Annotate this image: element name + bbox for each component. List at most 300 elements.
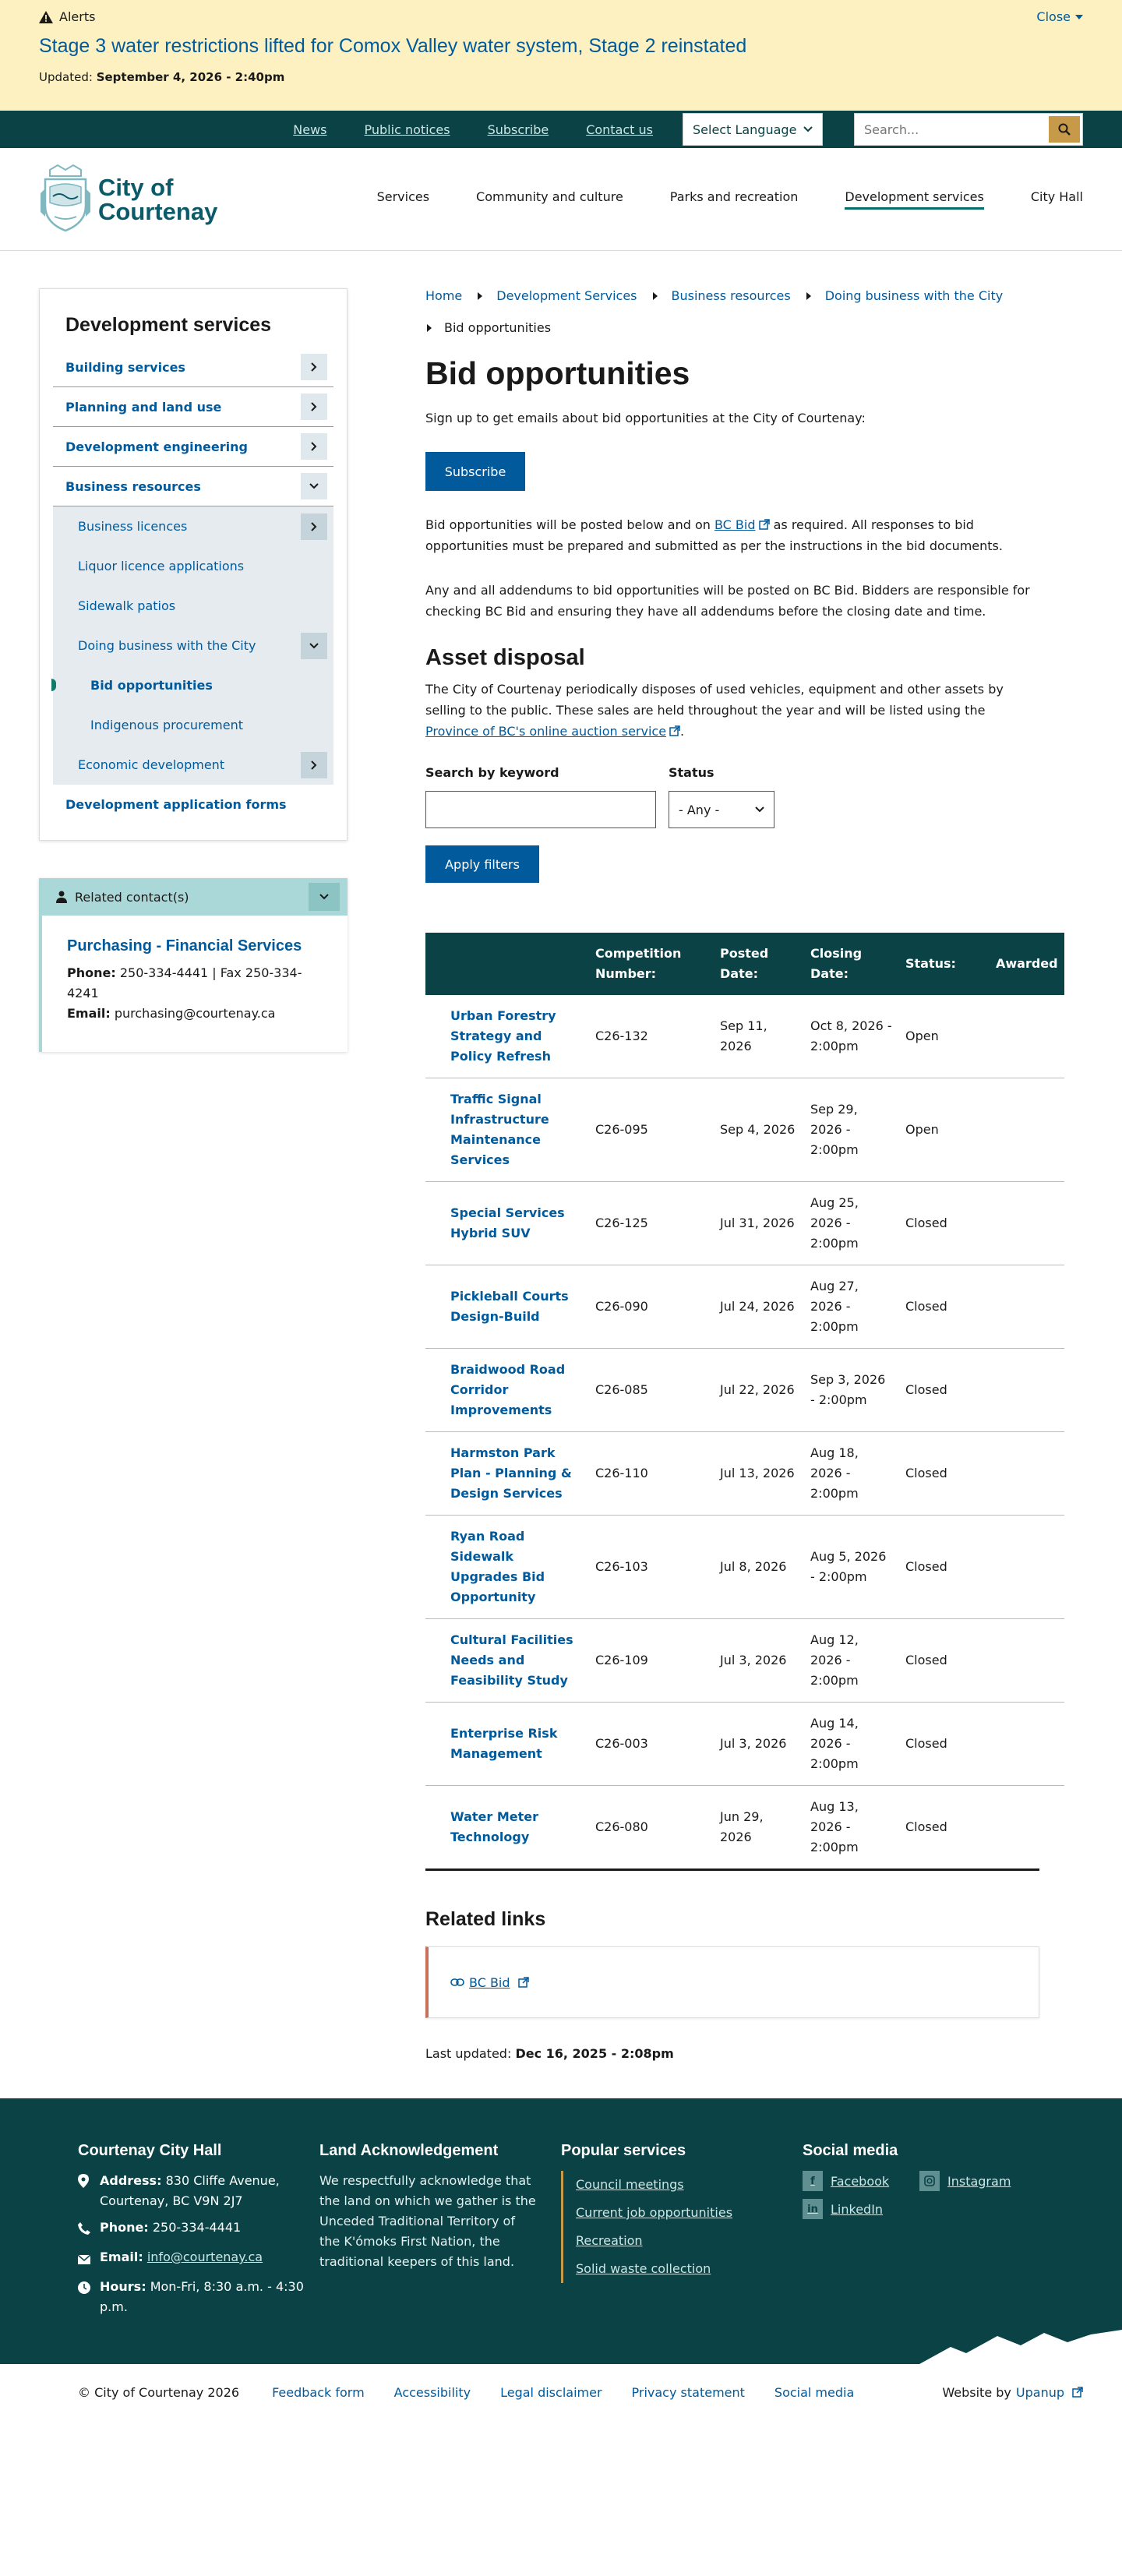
- closing-date-cell: [804, 1349, 899, 1432]
- breadcrumb-development-services[interactable]: Development Services: [496, 288, 637, 303]
- main-nav-parks[interactable]: Parks and recreation: [669, 189, 799, 204]
- alert-label-text: Alerts: [59, 9, 96, 24]
- awarded-cell: [990, 1703, 1064, 1786]
- alert-updated: [39, 70, 1083, 84]
- envelope-icon: [78, 2255, 90, 2264]
- filters: [425, 765, 1039, 828]
- breadcrumb-doing-business[interactable]: Doing business with the City: [824, 288, 1004, 303]
- bid-title-link[interactable]: Special Services Hybrid SUV: [450, 1205, 565, 1240]
- header-title: [425, 933, 589, 995]
- closing-date: Sep 29, 2026 - 2:00pm: [810, 1102, 859, 1157]
- competition-number: C26-085: [595, 1382, 648, 1397]
- last-updated: [425, 2046, 1039, 2061]
- footer-phone: [78, 2218, 319, 2241]
- chevron-down-icon: [309, 643, 319, 649]
- bid-title-cell: [425, 1182, 589, 1265]
- footer-link-privacy[interactable]: Privacy statement: [631, 2384, 745, 2400]
- posted-date-cell: [714, 1182, 804, 1265]
- closing-date: Aug 27, 2026 - 2:00pm: [810, 1279, 859, 1334]
- utility-bar: [0, 111, 1122, 148]
- awarded-cell: [990, 1349, 1064, 1432]
- footer-bottom-links: [272, 2385, 854, 2400]
- footer-city-hall-title: Courtenay City Hall: [78, 2142, 222, 2159]
- bid-status-cell: [899, 995, 990, 1078]
- competition-number: C26-110: [595, 1466, 648, 1480]
- header-closing-date: Closing Date:: [810, 946, 863, 981]
- table-row: [425, 1182, 1064, 1265]
- sidebar-item-economic-development[interactable]: [53, 745, 333, 785]
- vendor-label: Upanup: [1015, 2384, 1064, 2400]
- footer-popular-services: [561, 2142, 803, 2364]
- competition-number-cell: [589, 1703, 714, 1786]
- related-link-label: BC Bid: [469, 1974, 510, 1990]
- bid-status: Closed: [905, 1216, 947, 1230]
- caret-down-icon: [1075, 15, 1083, 19]
- apply-filters-button[interactable]: Apply filters: [425, 845, 539, 883]
- facebook-icon: f: [803, 2171, 823, 2191]
- para1-end: as required. All responses to bid opportunities must be prepared and submitted as per the instructions in the bid documents.: [425, 517, 1003, 553]
- related-contacts-title: Related contact(s): [75, 889, 189, 905]
- expand-button[interactable]: [301, 393, 327, 420]
- contact-name: Purchasing - Financial Services: [67, 937, 302, 955]
- footer-city-hall: [78, 2142, 319, 2364]
- sidebar-item-label: Sidewalk patios: [78, 598, 176, 613]
- bid-status-cell: [899, 1786, 990, 1869]
- footer-hours: [78, 2277, 319, 2317]
- phone-icon: [78, 2222, 90, 2235]
- footer-social-linkedin[interactable]: [803, 2199, 919, 2219]
- instagram-label: Instagram: [947, 2173, 1011, 2189]
- status-select[interactable]: [669, 791, 774, 828]
- bid-title-link[interactable]: Cultural Facilities Needs and Feasibility Study: [450, 1632, 573, 1688]
- keyword-input[interactable]: [425, 791, 656, 828]
- sidebar-item-bid-opportunities[interactable]: [53, 665, 333, 705]
- chevron-down-icon: [755, 806, 764, 813]
- competition-number-cell: [589, 1182, 714, 1265]
- search-input[interactable]: [855, 114, 1046, 145]
- chevron-right-icon: [311, 362, 317, 372]
- bids-table: [425, 933, 1064, 1868]
- sidebar-item-label: Doing business with the City: [78, 638, 256, 653]
- sidebar-item-label: Development application forms: [65, 797, 287, 812]
- main-nav-services[interactable]: Services: [376, 189, 430, 204]
- site-search: [854, 113, 1083, 146]
- posted-date-cell: [714, 1703, 804, 1786]
- bid-title-cell: [425, 1432, 589, 1516]
- keyword-filter: [425, 765, 656, 828]
- footer-link-solid-waste[interactable]: Solid waste collection: [576, 2261, 711, 2276]
- sidebar-item-application-forms[interactable]: [53, 785, 333, 824]
- bid-title-link[interactable]: Water Meter Technology: [450, 1809, 538, 1844]
- footer-email-label: Email:: [100, 2250, 143, 2264]
- awarded-cell: [990, 1182, 1064, 1265]
- sidebar-item-business-resources[interactable]: [53, 467, 333, 506]
- sidebar-item-label: Economic development: [78, 757, 225, 772]
- clock-icon: [78, 2281, 90, 2294]
- footer-address: [78, 2171, 319, 2211]
- alert-banner: [0, 0, 1122, 111]
- header-competition-number: Competition Number:: [595, 946, 682, 981]
- footer-social-title: Social media: [803, 2142, 898, 2159]
- alert-close-button[interactable]: [1036, 9, 1083, 24]
- status-label: Status: [669, 765, 714, 780]
- expand-button[interactable]: [301, 752, 327, 778]
- closing-date-cell: [804, 1432, 899, 1516]
- alert-updated-value: September 4, 2026 - 2:40pm: [96, 70, 285, 84]
- contact-email: [67, 1004, 323, 1024]
- sidebar-item-patios[interactable]: [53, 586, 333, 626]
- sidebar-item-indigenous-procurement[interactable]: [53, 705, 333, 745]
- facebook-label: Facebook: [831, 2173, 890, 2189]
- bid-title-link[interactable]: Pickleball Courts Design-Build: [450, 1289, 569, 1324]
- footer-link-recreation[interactable]: Recreation: [576, 2233, 643, 2248]
- competition-number-cell: [589, 1516, 714, 1619]
- posted-date: Jun 29, 2026: [720, 1809, 764, 1844]
- sidebar-item-label: Building services: [65, 359, 185, 375]
- chevron-down-icon: [319, 894, 329, 900]
- chevron-right-icon: [311, 760, 317, 770]
- closing-date: Aug 18, 2026 - 2:00pm: [810, 1445, 859, 1501]
- sidebar-item-label: Indigenous procurement: [90, 718, 243, 732]
- utility-link-subscribe[interactable]: Subscribe: [487, 122, 549, 137]
- asset-disposal-paragraph: [425, 679, 1039, 742]
- awarded-cell: [990, 995, 1064, 1078]
- closing-date-cell: [804, 1786, 899, 1869]
- competition-number-cell: [589, 1619, 714, 1703]
- collapse-button[interactable]: [301, 473, 327, 499]
- competition-number-cell: [589, 995, 714, 1078]
- breadcrumb: [425, 288, 1039, 335]
- bid-title-link[interactable]: Enterprise Risk Management: [450, 1726, 558, 1761]
- competition-number-cell: [589, 1265, 714, 1349]
- link-icon: [450, 1978, 464, 1987]
- competition-number: C26-090: [595, 1299, 648, 1314]
- sidebar-item-label: Development engineering: [65, 439, 248, 454]
- alert-updated-label: Updated:: [39, 70, 93, 84]
- bid-status-cell: [899, 1265, 990, 1349]
- contact-body: [42, 916, 348, 1052]
- bid-status: Closed: [905, 1466, 947, 1480]
- closing-date: Aug 13, 2026 - 2:00pm: [810, 1799, 859, 1854]
- bid-title-cell: [425, 1786, 589, 1869]
- competition-number: C26-125: [595, 1216, 648, 1230]
- sidebar-item-business-licences[interactable]: [53, 506, 333, 546]
- external-link-icon: [1072, 2387, 1083, 2398]
- person-icon: [56, 891, 67, 903]
- para3-end: .: [680, 724, 685, 739]
- expand-button[interactable]: [301, 354, 327, 380]
- posted-date-cell: [714, 1349, 804, 1432]
- bid-status-cell: [899, 1432, 990, 1516]
- sidebar: [39, 288, 348, 2098]
- bid-title-link[interactable]: Harmston Park Plan - Planning & Design Services: [450, 1445, 572, 1501]
- closing-date: Aug 12, 2026 - 2:00pm: [810, 1632, 859, 1688]
- footer-social-instagram[interactable]: [919, 2171, 1036, 2191]
- contact-phone-label: Phone:: [67, 965, 116, 980]
- footer-phone-label: Phone:: [100, 2220, 149, 2235]
- footer-link-jobs[interactable]: Current job opportunities: [576, 2205, 733, 2220]
- footer-link-social-media[interactable]: Social media: [774, 2384, 855, 2400]
- posted-date: Jul 8, 2026: [720, 1559, 787, 1574]
- footer-popular-list: [561, 2171, 803, 2283]
- main-nav: [377, 189, 1083, 210]
- utility-link-public-notices[interactable]: Public notices: [364, 122, 450, 137]
- alert-title[interactable]: Stage 3 water restrictions lifted for Comox Valley water system, Stage 2 reinstated: [39, 35, 747, 57]
- closing-date: Sep 3, 2026 - 2:00pm: [810, 1372, 886, 1407]
- related-links-box: [425, 1946, 1039, 2018]
- section-nav: [39, 288, 348, 841]
- linkedin-icon: in: [803, 2199, 823, 2219]
- posted-date: Sep 11, 2026: [720, 1018, 767, 1053]
- contact-phone-value: 250-334-4441 | Fax 250-334-4241: [67, 965, 302, 1000]
- language-select[interactable]: [683, 113, 823, 146]
- breadcrumb-home[interactable]: Home: [425, 288, 463, 303]
- addendum-paragraph: Any and all addendums to bid opportunities will be posted on BC Bid. Bidders are responsible for checking BC Bid and ensuring they have all addendums before the closing date and time.: [425, 583, 1030, 619]
- city-crest-icon: [39, 165, 92, 234]
- main-content: [425, 288, 1058, 2098]
- alert-close-label: Close: [1036, 9, 1071, 24]
- bid-status: Closed: [905, 1382, 947, 1397]
- logo-line2: Courtenay: [98, 197, 218, 225]
- footer-hours-value: Mon-Fri, 8:30 a.m. - 4:30 p.m.: [100, 2279, 304, 2314]
- footer-link-feedback[interactable]: Feedback form: [272, 2384, 365, 2400]
- bc-bid-link-text: BC Bid: [714, 517, 756, 532]
- bid-status-cell: [899, 1703, 990, 1786]
- footer-link-accessibility[interactable]: Accessibility: [393, 2384, 471, 2400]
- bid-status-cell: [899, 1516, 990, 1619]
- breadcrumb-business-resources[interactable]: Business resources: [671, 288, 791, 303]
- main-nav-development[interactable]: Development services: [845, 189, 983, 210]
- competition-number-cell: [589, 1786, 714, 1869]
- posted-date-cell: [714, 1516, 804, 1619]
- site-logo[interactable]: [39, 165, 217, 234]
- posted-date: Jul 31, 2026: [720, 1216, 795, 1230]
- auction-service-link-text: Province of BC's online auction service: [425, 724, 667, 739]
- closing-date-cell: [804, 995, 899, 1078]
- bid-title-cell: [425, 1619, 589, 1703]
- caret-right-icon: [427, 324, 432, 332]
- keyword-label: Search by keyword: [425, 765, 559, 780]
- bid-status: Closed: [905, 1559, 947, 1574]
- search-button[interactable]: [1049, 116, 1080, 143]
- header-awarded: Awarded: [996, 956, 1058, 971]
- footer-link-legal[interactable]: Legal disclaimer: [500, 2384, 602, 2400]
- subscribe-button[interactable]: Subscribe: [425, 452, 525, 491]
- sidebar-item-label: Business resources: [65, 478, 201, 494]
- closing-date: Aug 25, 2026 - 2:00pm: [810, 1195, 859, 1251]
- breadcrumb-current: Bid opportunities: [444, 320, 552, 335]
- footer-hours-label: Hours:: [100, 2279, 146, 2294]
- bid-title-cell: [425, 995, 589, 1078]
- posted-date-cell: [714, 1078, 804, 1182]
- posted-date: Jul 13, 2026: [720, 1466, 795, 1480]
- chevron-right-icon: [311, 522, 317, 531]
- caret-right-icon: [806, 292, 811, 300]
- bid-status-cell: [899, 1349, 990, 1432]
- website-by-label: Website by: [942, 2384, 1011, 2400]
- related-links-heading: Related links: [425, 1908, 546, 1930]
- expand-button[interactable]: [301, 513, 327, 540]
- closing-date: Aug 5, 2026 - 2:00pm: [810, 1549, 887, 1584]
- bid-info-paragraph: [425, 514, 1039, 556]
- footer-ack-title: Land Acknowledgement: [319, 2142, 499, 2159]
- chevron-right-icon: [311, 442, 317, 451]
- closing-date-cell: [804, 1078, 899, 1182]
- table-row: [425, 1619, 1064, 1703]
- copyright: © City of Courtenay 2026: [78, 2384, 240, 2400]
- bid-status: Closed: [905, 1299, 947, 1314]
- bid-title-link[interactable]: Urban Forestry Strategy and Policy Refresh: [450, 1008, 556, 1064]
- related-link-bc-bid[interactable]: [450, 1975, 529, 1990]
- external-link-icon: [669, 725, 680, 736]
- table-row: [425, 1703, 1064, 1786]
- footer-link-council-meetings[interactable]: Council meetings: [576, 2177, 684, 2192]
- awarded-cell: [990, 1516, 1064, 1619]
- posted-date: Sep 4, 2026: [720, 1122, 796, 1137]
- page-title: Bid opportunities: [425, 355, 690, 391]
- intro-text: Sign up to get emails about bid opportunities at the City of Courtenay:: [425, 411, 866, 425]
- related-contacts: [39, 878, 348, 1052]
- main-nav-community[interactable]: Community and culture: [476, 189, 623, 204]
- bid-title-link[interactable]: Ryan Road Sidewalk Upgrades Bid Opportunity: [450, 1529, 545, 1604]
- competition-number: C26-109: [595, 1653, 648, 1667]
- last-updated-label: Last updated:: [425, 2046, 512, 2061]
- footer-land-acknowledgement: [319, 2142, 561, 2364]
- collapse-button[interactable]: [301, 633, 327, 659]
- utility-link-news[interactable]: News: [293, 122, 327, 137]
- posted-date-cell: [714, 1786, 804, 1869]
- sidebar-item-engineering[interactable]: [53, 427, 333, 467]
- awarded-cell: [990, 1265, 1064, 1349]
- table-row: [425, 1432, 1064, 1516]
- posted-date: Jul 24, 2026: [720, 1299, 795, 1314]
- table-row: [425, 1516, 1064, 1619]
- bid-status-cell: [899, 1078, 990, 1182]
- closing-date-cell: [804, 1516, 899, 1619]
- instagram-icon: [919, 2171, 940, 2191]
- bid-title-cell: [425, 1703, 589, 1786]
- section-nav-title: Development services: [65, 314, 272, 336]
- bid-status: Open: [905, 1122, 939, 1137]
- bid-status: Open: [905, 1029, 939, 1043]
- competition-number: C26-003: [595, 1736, 648, 1751]
- awarded-cell: [990, 1786, 1064, 1869]
- competition-number-cell: [589, 1349, 714, 1432]
- footer-email: [78, 2247, 319, 2271]
- awarded-cell: [990, 1432, 1064, 1516]
- related-contacts-header[interactable]: [42, 878, 348, 916]
- contact-email-value[interactable]: purchasing@courtenay.ca: [114, 1006, 276, 1021]
- auction-service-link[interactable]: [425, 724, 680, 739]
- footer-social-list: [803, 2171, 1044, 2219]
- posted-date-cell: [714, 1619, 804, 1703]
- caret-right-icon: [653, 292, 658, 300]
- status-select-value: - Any -: [679, 802, 720, 817]
- header-posted-date: Posted Date:: [720, 946, 769, 981]
- competition-number-cell: [589, 1432, 714, 1516]
- competition-number: C26-132: [595, 1029, 648, 1043]
- utility-link-contact[interactable]: Contact us: [586, 122, 653, 137]
- chevron-down-icon: [309, 483, 319, 489]
- bid-status: Closed: [905, 1736, 947, 1751]
- bid-title-link[interactable]: Traffic Signal Infrastructure Maintenance Services: [450, 1092, 549, 1167]
- bid-status: Closed: [905, 1653, 947, 1667]
- status-filter: [669, 765, 774, 828]
- website-credit: [942, 2385, 1083, 2400]
- footer-address-label: Address:: [100, 2173, 162, 2188]
- posted-date: Jul 3, 2026: [720, 1736, 787, 1751]
- table-row: [425, 995, 1064, 1078]
- linkedin-label: LinkedIn: [831, 2201, 884, 2217]
- bid-title-link[interactable]: Braidwood Road Corridor Improvements: [450, 1362, 566, 1417]
- bids-table-body: [425, 995, 1064, 1868]
- site-footer: [0, 2098, 1122, 2364]
- contact-email-label: Email:: [67, 1006, 111, 1021]
- footer-phone-value[interactable]: 250-334-4441: [152, 2220, 242, 2235]
- awarded-cell: [990, 1078, 1064, 1182]
- competition-number: C26-103: [595, 1559, 648, 1574]
- closing-date: Aug 14, 2026 - 2:00pm: [810, 1716, 859, 1771]
- closing-date-cell: [804, 1619, 899, 1703]
- table-header-row: [425, 933, 1064, 995]
- competition-number-cell: [589, 1078, 714, 1182]
- related-contacts-toggle[interactable]: [309, 883, 340, 911]
- external-link-icon: [518, 1977, 529, 1988]
- sidebar-item-liquor[interactable]: [53, 546, 333, 586]
- closing-date: Oct 8, 2026 - 2:00pm: [810, 1018, 892, 1053]
- competition-number: C26-095: [595, 1122, 648, 1137]
- footer-bottom: [0, 2364, 1122, 2420]
- chevron-right-icon: [311, 402, 317, 411]
- site-header: [0, 148, 1122, 251]
- closing-date-cell: [804, 1265, 899, 1349]
- external-link-icon: [759, 519, 770, 530]
- table-row: [425, 1265, 1064, 1349]
- bid-status-cell: [899, 1182, 990, 1265]
- vendor-link[interactable]: [1016, 2385, 1064, 2400]
- bid-title-cell: [425, 1265, 589, 1349]
- posted-date: Jul 22, 2026: [720, 1382, 795, 1397]
- footer-social-facebook[interactable]: [803, 2171, 919, 2191]
- awarded-cell: [990, 1619, 1064, 1703]
- mountains-decoration: [919, 2330, 1122, 2364]
- caret-right-icon: [478, 292, 482, 300]
- language-select-label: Select Language: [693, 122, 797, 137]
- sidebar-item-label: Liquor licence applications: [78, 559, 245, 573]
- bid-title-cell: [425, 1078, 589, 1182]
- bc-bid-link[interactable]: [714, 517, 770, 532]
- bid-title-cell: [425, 1516, 589, 1619]
- contact-phone: [67, 963, 323, 1004]
- footer-popular-title: Popular services: [561, 2142, 686, 2159]
- sidebar-item-planning[interactable]: [53, 387, 333, 427]
- posted-date-cell: [714, 1265, 804, 1349]
- footer-address-value: 830 Cliffe Avenue, Courtenay, BC V9N 2J7: [100, 2173, 280, 2208]
- sidebar-item-doing-business[interactable]: [53, 626, 333, 665]
- sidebar-item-label: Business licences: [78, 519, 188, 534]
- sidebar-item-building[interactable]: [53, 348, 333, 387]
- header-status: Status:: [905, 956, 956, 971]
- expand-button[interactable]: [301, 433, 327, 460]
- bids-table-wrapper[interactable]: [425, 933, 1058, 1871]
- sidebar-item-label: Bid opportunities: [90, 678, 213, 693]
- warning-icon: [39, 11, 53, 23]
- table-row: [425, 1078, 1064, 1182]
- main-nav-city-hall[interactable]: City Hall: [1030, 189, 1083, 204]
- footer-email-link[interactable]: info@courtenay.ca: [146, 2250, 263, 2264]
- search-icon: [1058, 123, 1071, 136]
- table-row: [425, 1349, 1064, 1432]
